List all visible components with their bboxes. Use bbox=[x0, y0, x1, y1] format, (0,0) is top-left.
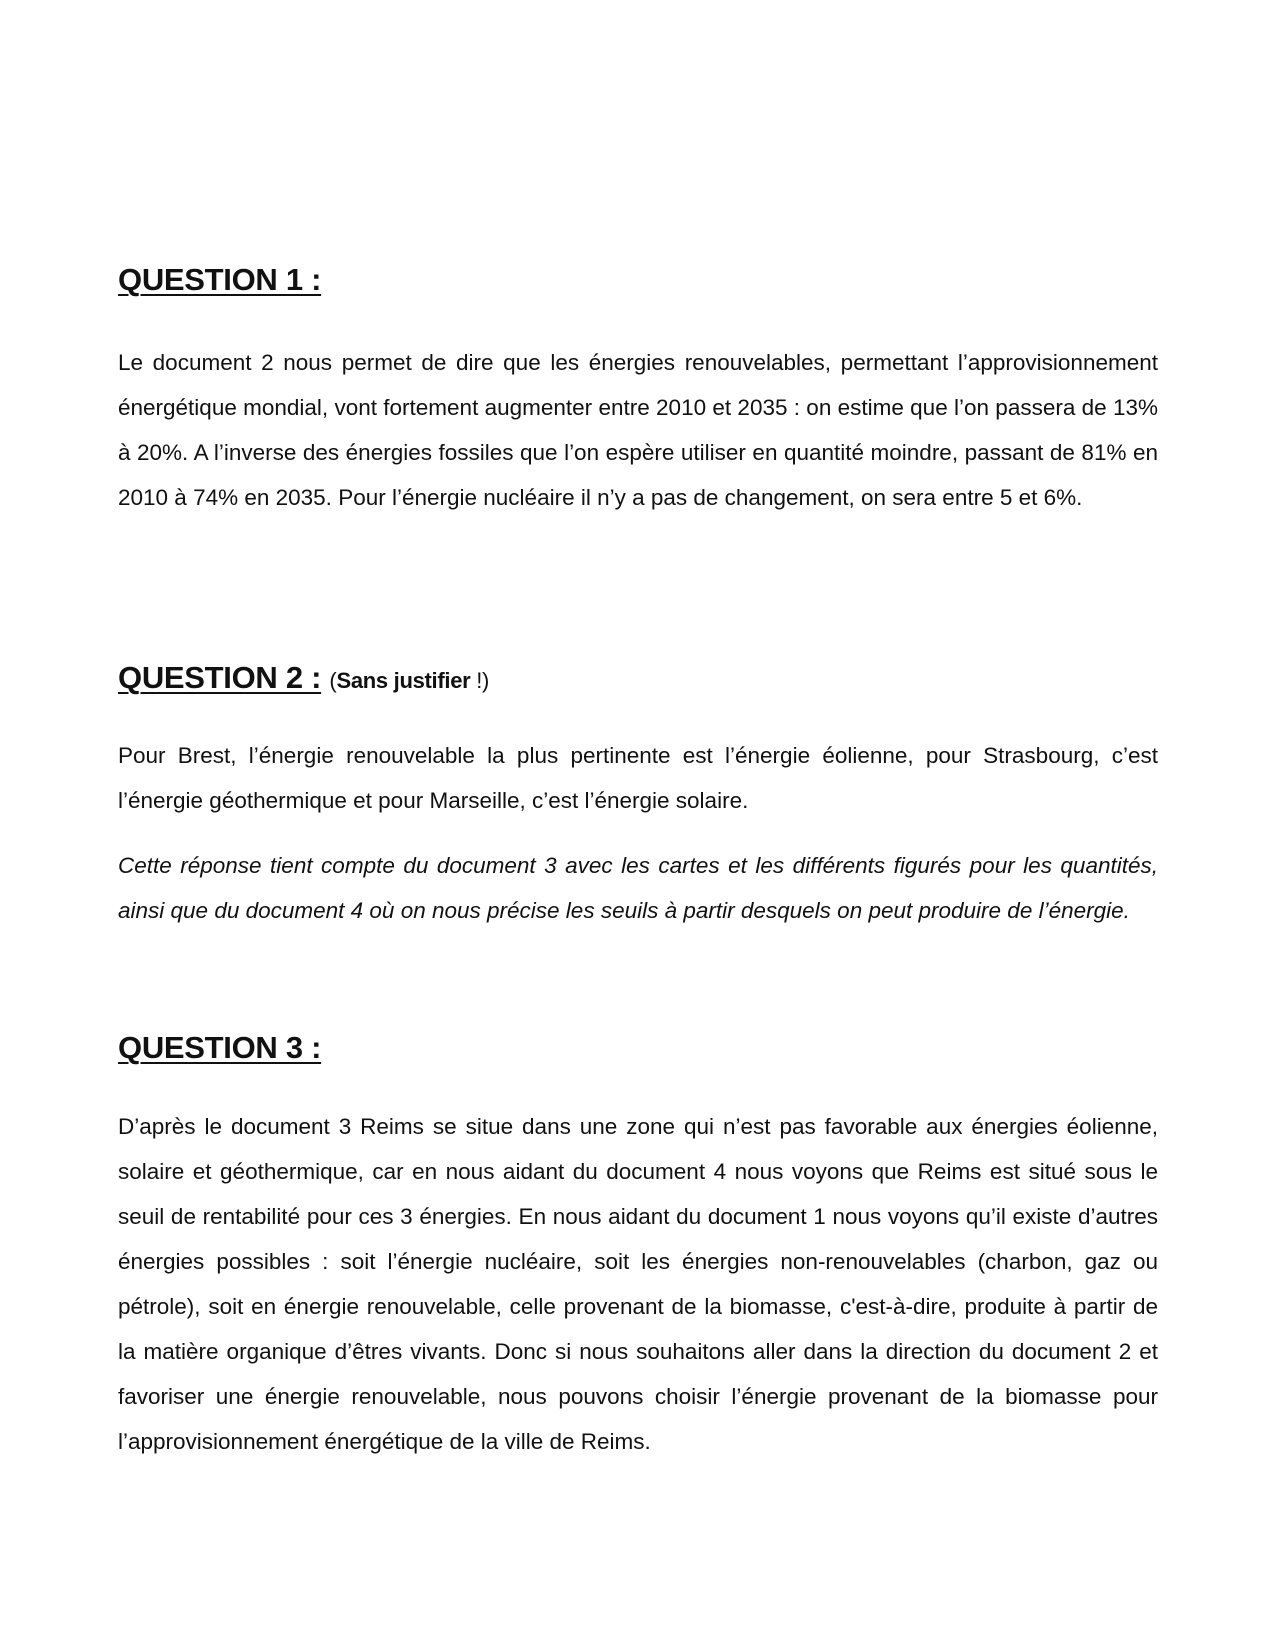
question-1-title: QUESTION 1 : bbox=[118, 262, 322, 297]
question-2-note: Cette réponse tient compte du document 3 avec les cartes et les différents figurés pour les quantités, ainsi que du document 4 où on nous précise les seuils à partir desquels on peut produire de l’énergie. bbox=[118, 853, 1158, 923]
question-2-subtitle-close: !) bbox=[470, 668, 490, 693]
question-2-subtitle-open: ( bbox=[329, 668, 337, 693]
question-3-heading bbox=[118, 1030, 321, 1066]
question-2-subtitle bbox=[329, 668, 489, 693]
question-2-subtitle-bold: Sans justifier bbox=[336, 668, 471, 693]
question-2-title: QUESTION 2 : bbox=[118, 660, 322, 695]
question-1-answer: Le document 2 nous permet de dire que les énergies renouvelables, permettant l’approvisionnement énergétique mondial, vont fortement augmenter entre 2010 et 2035 : on estime que l’on passera de 13% à 20%. A l’inverse des énergies fossiles que l’on espère utiliser en quantité moindre, passant de 81% en 2010 à 74% en 2035. Pour l’énergie nucléaire il n’y a pas de changement, on sera entre 5 et 6%. bbox=[118, 350, 1158, 510]
question-2-answer: Pour Brest, l’énergie renouvelable la plus pertinente est l’énergie éolienne, pour Strasbourg, c’est l’énergie géothermique et pour Marseille, c’est l’énergie solaire. bbox=[118, 743, 1158, 813]
question-3-title: QUESTION 3 : bbox=[118, 1030, 322, 1065]
question-1-heading bbox=[118, 262, 321, 298]
question-2-heading bbox=[118, 660, 489, 696]
question-3-answer: D’après le document 3 Reims se situe dans une zone qui n’est pas favorable aux énergies éolienne, solaire et géothermique, car en nous aidant du document 4 nous voyons que Reims est situé sous le seuil de rentabilité pour ces 3 énergies. En nous aidant du document 1 nous voyons qu’il existe d’autres énergies possibles : soit l’énergie nucléaire, soit les énergies non-renouvelables (charbon, gaz ou pétrole), soit en énergie renouvelable, celle provenant de la biomasse, c'est-à-dire, produite à partir de la matière organique d’êtres vivants. Donc si nous souhaitons aller dans la direction du document 2 et favoriser une énergie renouvelable, nous pouvons choisir l’énergie provenant de la biomasse pour l’approvisionnement énergétique de la ville de Reims. bbox=[118, 1114, 1158, 1454]
